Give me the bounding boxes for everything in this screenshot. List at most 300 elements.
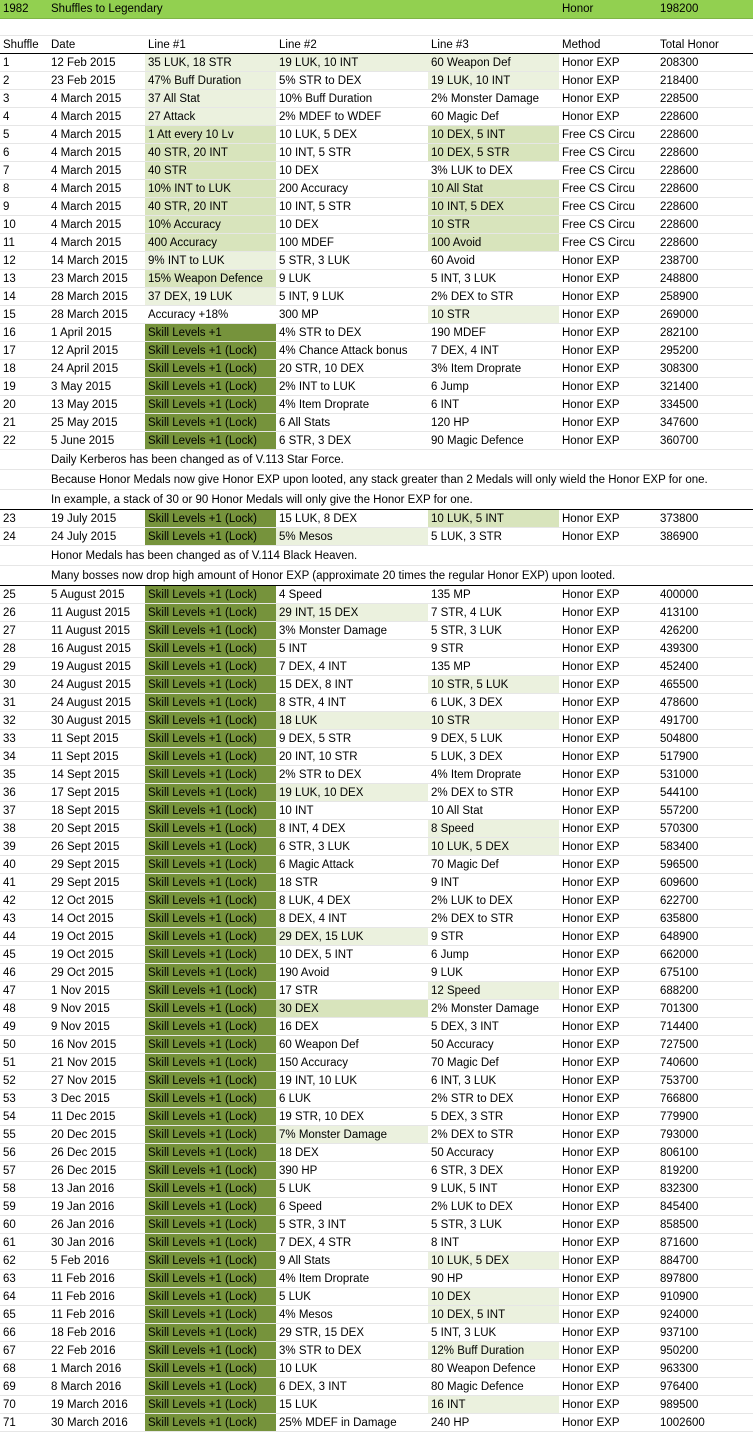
cell-line-1: Skill Levels +1 (Lock) — [145, 1252, 276, 1269]
cell-method: Honor EXP — [562, 56, 620, 69]
cell-method: Honor EXP — [562, 1200, 620, 1213]
cell-method: Honor EXP — [562, 876, 620, 889]
cell-total-honor: 662000 — [660, 948, 699, 961]
cell-date: 11 Feb 2016 — [51, 1290, 115, 1303]
cell-shuffle: 33 — [3, 732, 16, 745]
cell-line-2: 6 All Stats — [279, 416, 331, 429]
cell-total-honor: 228600 — [660, 110, 699, 123]
cell-line-2: 2% MDEF to WDEF — [279, 110, 382, 123]
cell-shuffle: 47 — [3, 984, 16, 997]
cell-shuffle: 3 — [3, 92, 10, 105]
cell-shuffle: 38 — [3, 822, 16, 835]
note-text: Because Honor Medals now give Honor EXP upon looted, any stack greater than 2 Medals will only wield the Honor EXP for one. — [51, 473, 708, 486]
cell-shuffle: 39 — [3, 840, 16, 853]
cell-shuffle: 62 — [3, 1254, 16, 1267]
cell-method: Honor EXP — [562, 326, 620, 339]
cell-date: 5 Feb 2016 — [51, 1254, 110, 1267]
cell-shuffle: 4 — [3, 110, 10, 123]
cell-shuffle: 12 — [3, 254, 16, 267]
cell-shuffle: 20 — [3, 398, 16, 411]
cell-method: Free CS Circu — [562, 236, 635, 249]
table-row — [0, 964, 753, 982]
table-row — [0, 306, 753, 324]
cell-date: 19 Oct 2015 — [51, 948, 114, 961]
table-row — [0, 1162, 753, 1180]
cell-shuffle: 32 — [3, 714, 16, 727]
cell-total-honor: 570300 — [660, 822, 699, 835]
cell-date: 20 Sept 2015 — [51, 822, 120, 835]
cell-line-1: Skill Levels +1 (Lock) — [145, 1126, 276, 1143]
cell-method: Honor EXP — [562, 732, 620, 745]
cell-line-1: Skill Levels +1 (Lock) — [145, 946, 276, 963]
cell-method: Honor EXP — [562, 512, 620, 525]
cell-method: Honor EXP — [562, 768, 620, 781]
cell-line-3: 10 STR — [428, 216, 559, 233]
cell-line-3: 5 LUK, 3 DEX — [431, 750, 503, 763]
cell-shuffle: 2 — [3, 74, 10, 87]
cell-total-honor: 238700 — [660, 254, 699, 267]
cell-line-3: 5 STR, 3 LUK — [431, 624, 502, 637]
cell-total-honor: 517900 — [660, 750, 699, 763]
cell-date: 4 March 2015 — [51, 128, 122, 141]
cell-line-2: 300 MP — [279, 308, 319, 321]
cell-method: Honor EXP — [562, 606, 620, 619]
cell-shuffle: 35 — [3, 768, 16, 781]
cell-line-1: 47% Buff Duration — [145, 72, 276, 89]
cell-method: Honor EXP — [562, 530, 620, 543]
cell-line-2: 7 DEX, 4 INT — [279, 660, 347, 673]
cell-shuffle: 69 — [3, 1380, 16, 1393]
cell-line-3: 5 DEX, 3 INT — [431, 1020, 499, 1033]
spacer-row — [0, 19, 753, 36]
cell-shuffle: 36 — [3, 786, 16, 799]
cell-shuffle: 53 — [3, 1092, 16, 1105]
table-row — [0, 1414, 753, 1432]
note-row — [0, 470, 753, 490]
table-row — [0, 54, 753, 72]
cell-line-1: Skill Levels +1 (Lock) — [145, 510, 276, 527]
cell-shuffle: 66 — [3, 1326, 16, 1339]
cell-shuffle: 54 — [3, 1110, 16, 1123]
table-row — [0, 694, 753, 712]
cell-date: 30 March 2016 — [51, 1416, 128, 1429]
cell-date: 17 Sept 2015 — [51, 786, 120, 799]
cell-date: 11 Feb 2016 — [51, 1308, 115, 1321]
cell-shuffle: 50 — [3, 1038, 16, 1051]
cell-method: Honor EXP — [562, 588, 620, 601]
cell-method: Honor EXP — [562, 1218, 620, 1231]
cell-line-1: 37 DEX, 19 LUK — [145, 288, 276, 305]
cell-total-honor: 386900 — [660, 530, 699, 543]
cell-date: 19 Oct 2015 — [51, 930, 114, 943]
cell-method: Honor EXP — [562, 966, 620, 979]
table-row — [0, 1144, 753, 1162]
cell-shuffle: 37 — [3, 804, 16, 817]
table-row — [0, 1072, 753, 1090]
cell-shuffle: 64 — [3, 1290, 16, 1303]
cell-line-1: Skill Levels +1 (Lock) — [145, 1000, 276, 1017]
table-row — [0, 730, 753, 748]
honor-value: 198200 — [660, 3, 699, 15]
cell-line-1: Skill Levels +1 (Lock) — [145, 1360, 276, 1377]
table-row — [0, 856, 753, 874]
header-shuffle: Shuffle — [3, 38, 39, 51]
cell-line-2: 5 LUK — [279, 1182, 311, 1195]
cell-line-3: 2% DEX to STR — [431, 290, 514, 303]
cell-date: 9 Nov 2015 — [51, 1002, 110, 1015]
cell-total-honor: 426200 — [660, 624, 699, 637]
cell-total-honor: 963300 — [660, 1362, 699, 1375]
cell-date: 11 August 2015 — [51, 606, 131, 619]
cell-date: 4 March 2015 — [51, 218, 122, 231]
cell-line-3: 2% LUK to DEX — [431, 1200, 513, 1213]
cell-line-1: 10% Accuracy — [145, 216, 276, 233]
cell-line-2: 5 STR, 3 INT — [279, 1218, 347, 1231]
cell-shuffle: 58 — [3, 1182, 16, 1195]
cell-method: Free CS Circu — [562, 182, 635, 195]
cell-total-honor: 228600 — [660, 128, 699, 141]
cell-date: 23 March 2015 — [51, 272, 128, 285]
cell-shuffle: 40 — [3, 858, 16, 871]
cell-line-3: 3% Item Droprate — [431, 362, 522, 375]
cell-date: 22 Feb 2016 — [51, 1344, 116, 1357]
cell-line-3: 6 LUK, 3 DEX — [431, 696, 503, 709]
notes-section-1 — [0, 450, 753, 510]
cell-method: Free CS Circu — [562, 164, 635, 177]
table-row — [0, 1180, 753, 1198]
cell-line-1: Skill Levels +1 (Lock) — [145, 640, 276, 657]
cell-line-2: 29 DEX, 15 LUK — [276, 928, 428, 945]
cell-line-2: 29 INT, 15 DEX — [276, 604, 428, 621]
cell-total-honor: 413100 — [660, 606, 699, 619]
cell-date: 5 June 2015 — [51, 434, 115, 447]
cell-line-2: 10 INT, 5 STR — [279, 200, 352, 213]
cell-date: 4 March 2015 — [51, 110, 122, 123]
cell-method: Honor EXP — [562, 110, 620, 123]
cell-shuffle: 28 — [3, 642, 16, 655]
cell-total-honor: 544100 — [660, 786, 699, 799]
cell-date: 16 August 2015 — [51, 642, 131, 655]
cell-shuffle: 15 — [3, 308, 16, 321]
cell-line-3: 90 Magic Defence — [431, 434, 524, 447]
cell-line-3: 10 LUK, 5 DEX — [428, 1252, 559, 1269]
cell-line-3: 8 INT — [431, 1236, 460, 1249]
cell-line-1: Skill Levels +1 (Lock) — [145, 360, 276, 377]
cell-shuffle: 41 — [3, 876, 16, 889]
cell-line-1: Skill Levels +1 (Lock) — [145, 694, 276, 711]
cell-total-honor: 465500 — [660, 678, 699, 691]
cell-line-2: 18 LUK — [276, 712, 428, 729]
note-text: Many bosses now drop high amount of Honor EXP (approximate 20 times the regular Honor EXP) upon looted. — [51, 569, 616, 582]
cell-method: Honor EXP — [562, 1380, 620, 1393]
cell-shuffle: 60 — [3, 1218, 16, 1231]
cell-line-1: Skill Levels +1 (Lock) — [145, 432, 276, 449]
cell-date: 19 March 2016 — [51, 1398, 128, 1411]
cell-shuffle: 1 — [3, 56, 10, 69]
cell-shuffle: 46 — [3, 966, 16, 979]
cell-shuffle: 56 — [3, 1146, 16, 1159]
title-row — [0, 0, 753, 19]
sheet-title: Shuffles to Legendary — [51, 3, 163, 15]
cell-line-1: 9% INT to LUK — [145, 252, 276, 269]
cell-date: 1 March 2016 — [51, 1362, 122, 1375]
cell-line-3: 70 Magic Def — [431, 1056, 499, 1069]
cell-line-3: 70 Magic Def — [431, 858, 499, 871]
cell-shuffle: 48 — [3, 1002, 16, 1015]
table-row — [0, 1270, 753, 1288]
cell-line-2: 4% Item Droprate — [279, 1272, 370, 1285]
cell-line-2: 10 LUK — [279, 1362, 318, 1375]
cell-total-honor: 871600 — [660, 1236, 699, 1249]
cell-date: 1 Nov 2015 — [51, 984, 110, 997]
cell-line-3: 10 DEX, 5 INT — [428, 1306, 559, 1323]
cell-shuffle: 61 — [3, 1236, 16, 1249]
cell-total-honor: 819200 — [660, 1164, 699, 1177]
cell-method: Honor EXP — [562, 290, 620, 303]
cell-date: 19 August 2015 — [51, 660, 131, 673]
cell-line-1: 1 Att every 10 Lv — [145, 126, 276, 143]
table-row — [0, 766, 753, 784]
cell-line-2: 5 INT, 9 LUK — [279, 290, 345, 303]
cell-date: 16 Nov 2015 — [51, 1038, 117, 1051]
table-row — [0, 396, 753, 414]
cell-method: Honor EXP — [562, 272, 620, 285]
cell-line-1: Skill Levels +1 (Lock) — [145, 1342, 276, 1359]
cell-line-2: 16 DEX — [279, 1020, 319, 1033]
cell-line-2: 4% Chance Attack bonus — [279, 344, 408, 357]
cell-method: Honor EXP — [562, 624, 620, 637]
table-row — [0, 658, 753, 676]
cell-line-3: 9 LUK, 5 INT — [431, 1182, 498, 1195]
table-row — [0, 1288, 753, 1306]
cell-line-2: 6 LUK — [279, 1092, 311, 1105]
cell-line-1: Skill Levels +1 (Lock) — [145, 1162, 276, 1179]
table-row — [0, 1108, 753, 1126]
cell-method: Honor EXP — [562, 1074, 620, 1087]
cell-shuffle: 11 — [3, 236, 15, 249]
table-row — [0, 910, 753, 928]
cell-line-2: 4 Speed — [279, 588, 322, 601]
cell-total-honor: 779900 — [660, 1110, 699, 1123]
cell-line-3: 90 HP — [431, 1272, 463, 1285]
cell-date: 11 Feb 2016 — [51, 1272, 115, 1285]
cell-shuffle: 43 — [3, 912, 16, 925]
cell-line-2: 19 STR, 10 DEX — [279, 1110, 365, 1123]
cell-total-honor: 727500 — [660, 1038, 699, 1051]
cell-line-1: Skill Levels +1 (Lock) — [145, 964, 276, 981]
cell-shuffle: 30 — [3, 678, 16, 691]
cell-date: 4 March 2015 — [51, 200, 122, 213]
cell-line-2: 30 DEX — [276, 1000, 428, 1017]
cell-total-honor: 360700 — [660, 434, 699, 447]
table-row — [0, 1324, 753, 1342]
cell-shuffle: 67 — [3, 1344, 16, 1357]
cell-line-2: 6 Magic Attack — [279, 858, 354, 871]
cell-date: 20 Dec 2015 — [51, 1128, 117, 1141]
cell-date: 9 Nov 2015 — [51, 1020, 110, 1033]
cell-shuffle: 9 — [3, 200, 10, 213]
cell-date: 4 March 2015 — [51, 92, 122, 105]
cell-method: Honor EXP — [562, 92, 620, 105]
cell-shuffle: 14 — [3, 290, 16, 303]
honor-label: Honor — [562, 3, 594, 15]
cell-date: 26 Jan 2016 — [51, 1218, 115, 1231]
cell-line-1: Accuracy +18% — [148, 308, 229, 321]
cell-method: Honor EXP — [562, 1326, 620, 1339]
table-row — [0, 676, 753, 694]
cell-shuffle: 5 — [3, 128, 10, 141]
cell-line-3: 240 HP — [431, 1416, 470, 1429]
table-row — [0, 528, 753, 546]
cell-line-2: 18 STR — [279, 876, 318, 889]
cell-line-2: 19 LUK, 10 INT — [276, 54, 428, 71]
cell-total-honor: 347600 — [660, 416, 699, 429]
cell-total-honor: 858500 — [660, 1218, 699, 1231]
table-row — [0, 1090, 753, 1108]
table-row — [0, 342, 753, 360]
cell-line-1: Skill Levels +1 (Lock) — [145, 1324, 276, 1341]
cell-line-2: 5 STR, 3 LUK — [279, 254, 350, 267]
cell-total-honor: 218400 — [660, 74, 699, 87]
cell-total-honor: 884700 — [660, 1254, 699, 1267]
cell-total-honor: 793000 — [660, 1128, 699, 1141]
table-row — [0, 510, 753, 528]
table-row — [0, 234, 753, 252]
cell-date: 24 August 2015 — [51, 678, 131, 691]
cell-date: 24 April 2015 — [51, 362, 119, 375]
table-row — [0, 432, 753, 450]
cell-line-2: 6 STR, 3 DEX — [279, 434, 352, 447]
cell-line-3: 10 STR — [428, 712, 559, 729]
cell-total-honor: 740600 — [660, 1056, 699, 1069]
cell-line-1: Skill Levels +1 (Lock) — [145, 1396, 276, 1413]
table-row — [0, 1342, 753, 1360]
cell-line-3: 2% Monster Damage — [431, 92, 540, 105]
cell-line-2: 5 LUK — [279, 1290, 311, 1303]
cell-line-1: Skill Levels +1 (Lock) — [145, 342, 276, 359]
cell-line-3: 10 DEX, 5 STR — [428, 144, 559, 161]
cell-method: Honor EXP — [562, 1164, 620, 1177]
cell-method: Honor EXP — [562, 822, 620, 835]
table-row — [0, 1054, 753, 1072]
cell-line-3: 2% Monster Damage — [431, 1002, 540, 1015]
cell-date: 30 Jan 2016 — [51, 1236, 115, 1249]
cell-line-2: 29 STR, 15 DEX — [279, 1326, 365, 1339]
cell-line-2: 15 DEX, 8 INT — [279, 678, 354, 691]
cell-line-2: 7 DEX, 4 STR — [279, 1236, 352, 1249]
cell-date: 13 Jan 2016 — [51, 1182, 115, 1195]
note-row — [0, 450, 753, 470]
cell-line-3: 50 Accuracy — [431, 1146, 494, 1159]
cell-line-3: 2% DEX to STR — [431, 1128, 514, 1141]
cell-line-3: 10 All Stat — [431, 804, 483, 817]
cell-total-honor: 766800 — [660, 1092, 699, 1105]
cell-total-honor: 950200 — [660, 1344, 699, 1357]
cell-line-2: 60 Weapon Def — [279, 1038, 359, 1051]
cell-method: Honor EXP — [562, 1362, 620, 1375]
cell-total-honor: 400000 — [660, 588, 699, 601]
cell-line-1: 15% Weapon Defence — [145, 270, 276, 287]
cell-method: Honor EXP — [562, 1398, 620, 1411]
cell-line-1: Skill Levels +1 (Lock) — [145, 1090, 276, 1107]
cell-date: 30 August 2015 — [51, 714, 131, 727]
cell-line-1: Skill Levels +1 (Lock) — [145, 528, 276, 545]
cell-method: Honor EXP — [562, 1128, 620, 1141]
cell-line-3: 10 STR — [428, 306, 559, 323]
table-row — [0, 216, 753, 234]
cell-line-1: 37 All Stat — [145, 90, 276, 107]
cell-shuffle: 23 — [3, 512, 16, 525]
note-text: Daily Kerberos has been changed as of V.113 Star Force. — [51, 453, 344, 466]
cell-line-1: Skill Levels +1 — [145, 324, 276, 341]
cell-total-honor: 439300 — [660, 642, 699, 655]
note-row — [0, 566, 753, 586]
table-row — [0, 378, 753, 396]
cell-date: 4 March 2015 — [51, 164, 122, 177]
cell-date: 29 Sept 2015 — [51, 876, 120, 889]
cell-shuffle: 45 — [3, 948, 16, 961]
table-row — [0, 1252, 753, 1270]
cell-shuffle: 18 — [3, 362, 16, 375]
notes-section-2 — [0, 546, 753, 586]
cell-total-honor: 282100 — [660, 326, 699, 339]
cell-line-3: 50 Accuracy — [431, 1038, 494, 1051]
cell-method: Free CS Circu — [562, 200, 635, 213]
cell-line-1: 40 STR — [145, 162, 276, 179]
table-row — [0, 72, 753, 90]
cell-method: Honor EXP — [562, 1092, 620, 1105]
cell-method: Honor EXP — [562, 254, 620, 267]
cell-method: Honor EXP — [562, 1182, 620, 1195]
table-row — [0, 802, 753, 820]
cell-method: Honor EXP — [562, 696, 620, 709]
cell-line-1: Skill Levels +1 (Lock) — [145, 1180, 276, 1197]
cell-line-2: 15 LUK — [279, 1398, 318, 1411]
cell-total-honor: 334500 — [660, 398, 699, 411]
cell-shuffle: 44 — [3, 930, 16, 943]
header-line-2: Line #2 — [279, 38, 317, 51]
cell-method: Honor EXP — [562, 74, 620, 87]
cell-line-3: 9 STR — [431, 642, 464, 655]
cell-method: Honor EXP — [562, 984, 620, 997]
table-row — [0, 982, 753, 1000]
cell-shuffle: 25 — [3, 588, 16, 601]
cell-line-3: 60 Magic Def — [431, 110, 499, 123]
cell-total-honor: 976400 — [660, 1380, 699, 1393]
cell-date: 1 April 2015 — [51, 326, 112, 339]
cell-line-2: 10% Buff Duration — [279, 92, 373, 105]
cell-line-2: 4% Mesos — [279, 1308, 333, 1321]
cell-line-2: 4% STR to DEX — [279, 326, 362, 339]
cell-method: Honor EXP — [562, 1272, 620, 1285]
cell-shuffle: 59 — [3, 1200, 16, 1213]
cell-line-3: 135 MP — [431, 588, 471, 601]
cell-line-1: Skill Levels +1 (Lock) — [145, 820, 276, 837]
cell-shuffle: 34 — [3, 750, 16, 763]
cell-method: Honor EXP — [562, 1146, 620, 1159]
table-row — [0, 1198, 753, 1216]
cell-line-3: 60 Avoid — [431, 254, 475, 267]
cell-total-honor: 989500 — [660, 1398, 699, 1411]
cell-total-honor: 1002600 — [660, 1416, 705, 1429]
cell-date: 14 Sept 2015 — [51, 768, 120, 781]
cell-line-2: 20 STR, 10 DEX — [279, 362, 365, 375]
cell-total-honor: 557200 — [660, 804, 699, 817]
cell-line-2: 5% STR to DEX — [279, 74, 362, 87]
cell-shuffle: 52 — [3, 1074, 16, 1087]
cell-line-2: 10 INT, 5 STR — [279, 146, 352, 159]
cell-line-2: 150 Accuracy — [279, 1056, 349, 1069]
